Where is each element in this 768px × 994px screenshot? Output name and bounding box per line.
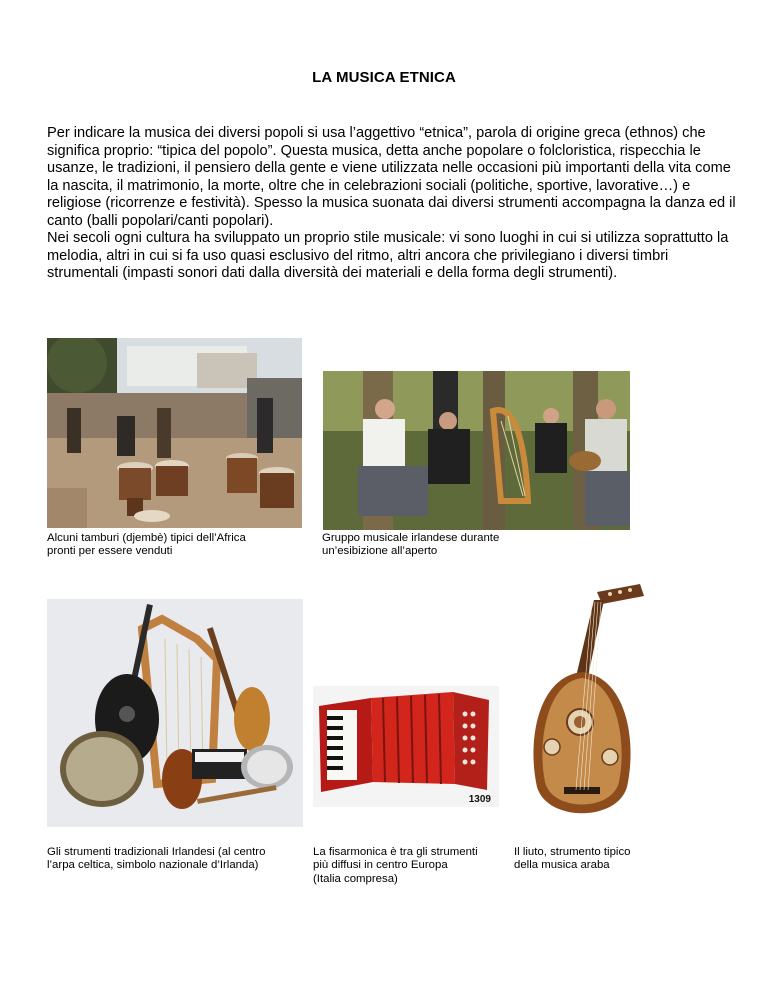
irish-instruments-photo [47, 599, 303, 827]
caption-line: La fisarmonica è tra gli strumenti [313, 846, 478, 858]
irish-band-photo [323, 371, 630, 530]
caption-african-drums [47, 532, 246, 559]
caption-line: più diffusi in centro Europa [313, 859, 448, 872]
caption-line: Alcuni tamburi (djembè) tipici dell’Africa [47, 532, 246, 544]
caption-oud [514, 846, 631, 873]
accordion-photo [313, 686, 499, 807]
caption-line: Il liuto, strumento tipico [514, 846, 631, 858]
caption-line: Gli strumenti tradizionali Irlandesi (al centro [47, 846, 266, 858]
page-title: LA MUSICA ETNICA [312, 69, 456, 86]
paragraph-styles: Nei secoli ogni cultura ha sviluppato un proprio stile musicale: vi sono luoghi in cui si utilizza soprattutto la melodia, altri in cui si fa uso quasi esclusivo del ritmo, altri ancora che privilegiano i diversi timbri strumentali (impasti sonori dati dalla diversità dei materiali e della forma degli strumenti). [47, 230, 729, 281]
caption-line: un’esibizione all’aperto [322, 545, 438, 558]
caption-line: pronti per essere venduti [47, 545, 173, 558]
caption-line: della musica araba [514, 859, 610, 872]
paragraph-intro: Per indicare la musica dei diversi popoli si usa l’aggettivo “etnica”, parola di origine greca (ethnos) che significa proprio: “tipica del popolo”. Questa musica, detta anche popolare o folcloristica, rispecchia le usanze, le tradizioni, il pensiero della gente e viene utilizzata nelle occasioni più importanti della vita come la nascita, il matrimonio, la morte, oltre che in celebrazioni sociali (politiche, sportive, lavorative…) e religiose (ricorrenze e festività). Spesso la musica suonata dai diversi strumenti accompagna la danza ed il canto (balli popolari/canti popolari). [47, 125, 736, 229]
oud-photo [512, 582, 652, 832]
caption-line: (Italia compresa) [313, 872, 398, 885]
caption-irish-instruments [47, 846, 265, 873]
caption-line: Gruppo musicale irlandese durante [322, 532, 500, 544]
caption-line: l’arpa celtica, simbolo nazionale d’Irlanda) [47, 859, 259, 872]
caption-accordion [313, 846, 478, 886]
african-drums-photo [47, 338, 302, 528]
document-body [47, 125, 737, 283]
accordion-image-label: 1309 [468, 794, 491, 805]
caption-irish-band [322, 532, 499, 559]
